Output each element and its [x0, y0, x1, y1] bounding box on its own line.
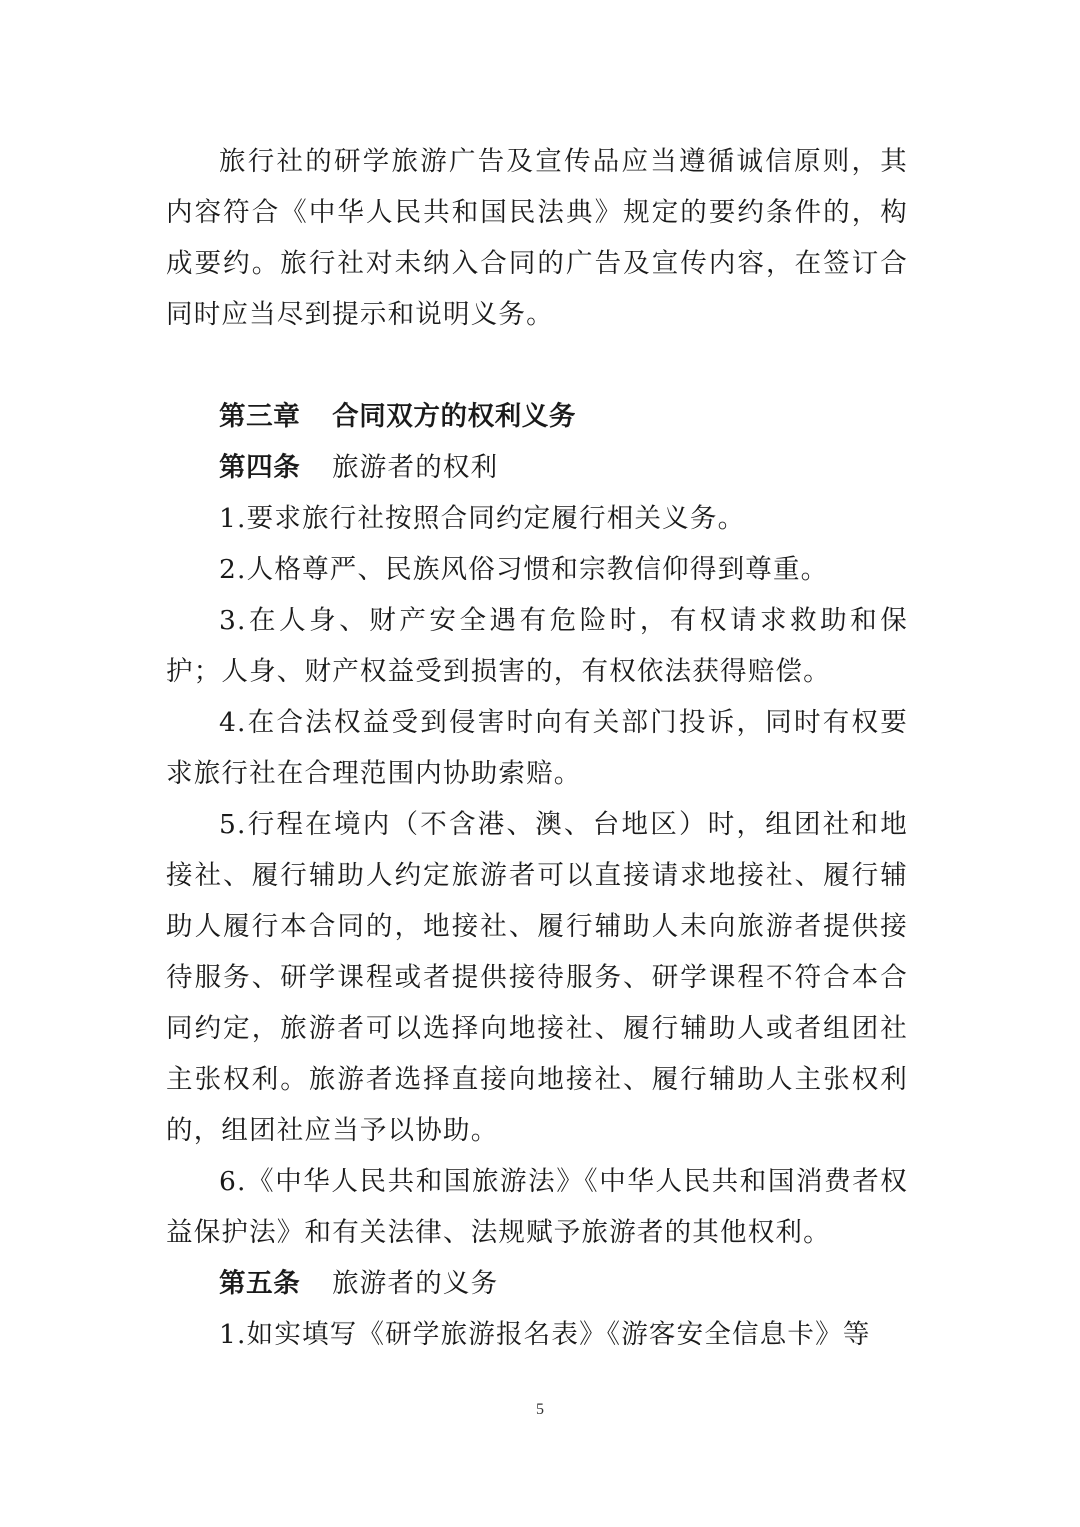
chapter-title: 合同双方的权利义务	[332, 401, 577, 432]
article-5-title: 旅游者的义务	[332, 1268, 499, 1299]
article-5-item: 1.如实填写《研学旅游报名表》《游客安全信息卡》等	[219, 1319, 871, 1350]
article-4-number: 第四条	[219, 452, 301, 483]
page-number: 5	[536, 1401, 544, 1418]
document-body	[166, 136, 908, 1360]
chapter-number: 第三章	[219, 401, 301, 432]
article-4-item: 1.要求旅行社按照合同约定履行相关义务。	[219, 503, 746, 534]
article-4-item: 6.《中华人民共和国旅游法》《中华人民共和国消费者权益保护法》和有关法律、法规赋予旅游者的其他权利。	[166, 1166, 908, 1248]
article-4-title: 旅游者的权利	[332, 452, 499, 483]
article-4-item: 4.在合法权益受到侵害时向有关部门投诉，同时有权要求旅行社在合理范围内协助索赔。	[166, 707, 908, 789]
chapter-heading	[166, 391, 908, 442]
article-4-item: 3.在人身、财产安全遇有危险时，有权请求救助和保护；人身、财产权益受到损害的，有权依法获得赔偿。	[166, 605, 908, 687]
article-4-item: 2.人格尊严、民族风俗习惯和宗教信仰得到尊重。	[219, 554, 829, 585]
paragraph-advertising: 旅行社的研学旅游广告及宣传品应当遵循诚信原则，其内容符合《中华人民共和国民法典》规定的要约条件的，构成要约。旅行社对未纳入合同的广告及宣传内容，在签订合同时应当尽到提示和说明义务。	[166, 146, 908, 330]
article-5-heading	[166, 1258, 908, 1309]
article-4-item: 5.行程在境内（不含港、澳、台地区）时，组团社和地接社、履行辅助人约定旅游者可以直接请求地接社、履行辅助人履行本合同的，地接社、履行辅助人未向旅游者提供接待服务、研学课程或者提供接待服务、研学课程不符合本合同约定，旅游者可以选择向地接社、履行辅助人或者组团社主张权利。旅游者选择直接向地接社、履行辅助人主张权利的，组团社应当予以协助。	[166, 809, 908, 1146]
article-4-heading	[166, 442, 908, 493]
article-5-number: 第五条	[219, 1268, 301, 1299]
